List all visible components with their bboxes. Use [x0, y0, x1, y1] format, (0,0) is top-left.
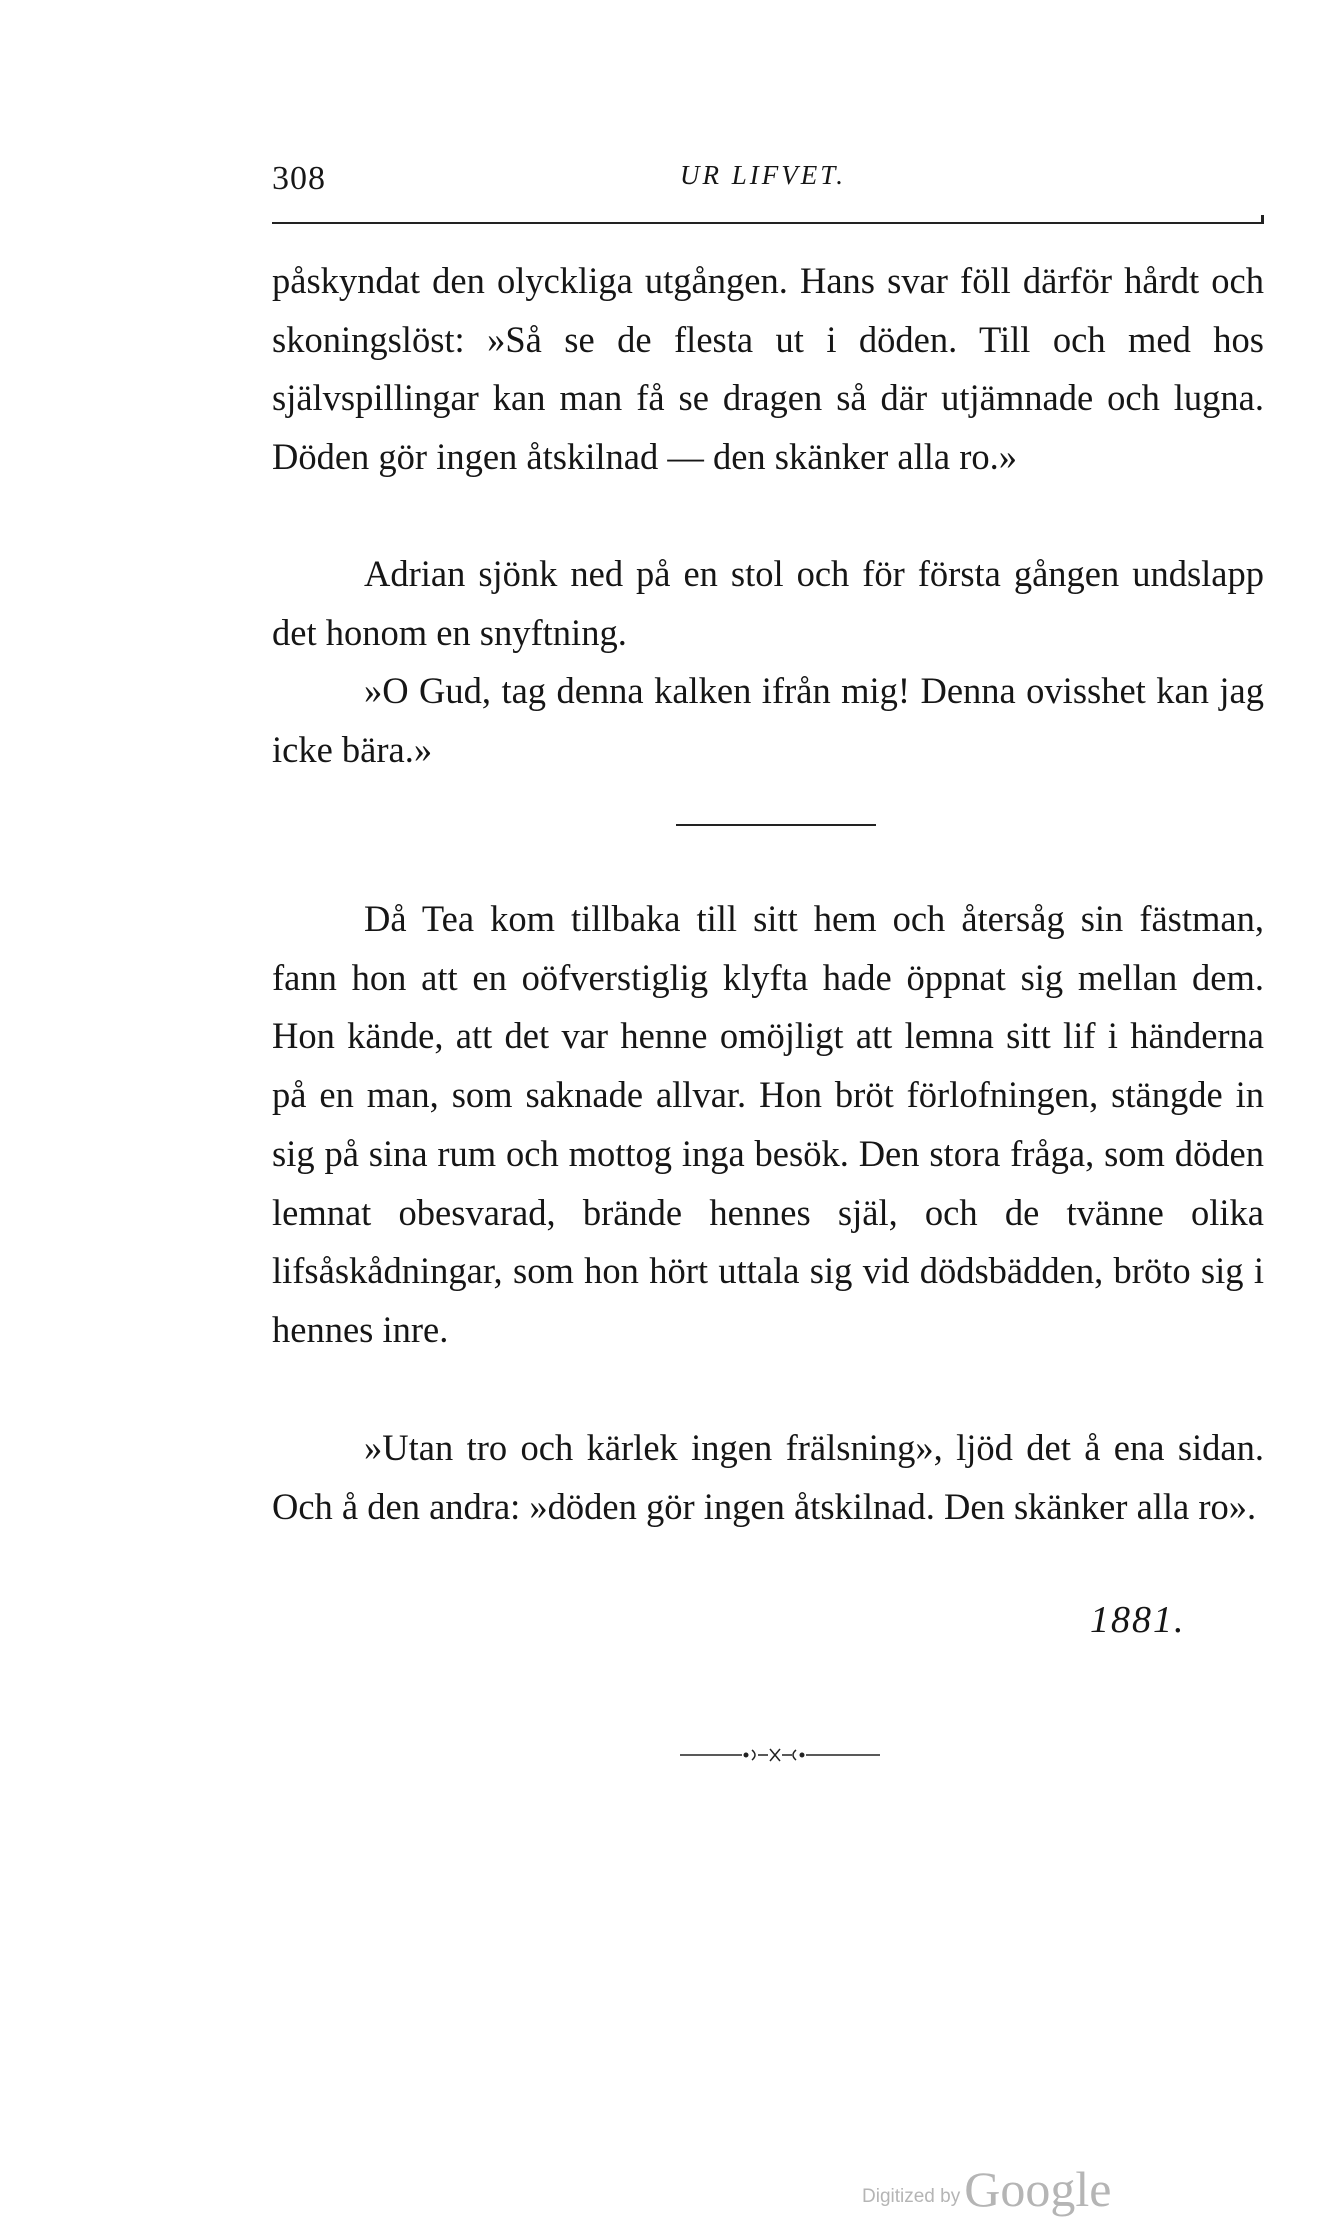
paragraph-4: Då Tea kom tillbaka till sitt hem och återsåg sin fästman, fann hon att en oöfverstiglig klyfta hade öppnat sig mellan dem. Hon kände, att det var henne omöjligt att lemna sitt lif i händerna på en man, som saknade allvar. Hon bröt förlofningen, stängde in sig på sina rum och mottog inga besök. Den stora fråga, som döden lemnat obesvarad, brände hennes själ, och de tvänne olika lifsåskådningar, som hon hört uttala sig vid dödsbädden, bröto sig i hennes inre. — [272, 898, 1264, 1350]
digitized-watermark — [862, 2160, 1111, 2218]
paragraph-2: Adrian sjönk ned på en stol och för första gången undslapp det honom en snyftning. — [272, 553, 1264, 653]
google-logo-text: Google — [964, 2161, 1112, 2217]
running-title: UR LIFVET. — [680, 160, 846, 190]
section-divider — [676, 824, 876, 826]
paragraph-3: »O Gud, tag denna kalken ifrån mig! Denna ovisshet kan jag icke bära.» — [272, 670, 1264, 770]
header-rule — [272, 222, 1262, 224]
date-line: 1881. — [1090, 1599, 1186, 1641]
paragraph-1: påskyndat den olyckliga utgången. Hans svar föll därför hårdt och skoningslöst: »Så se de flesta ut i döden. Till och med hos självspillingar kan man få se dragen så där utjämnade och lugna. Döden gör ingen åtskilnad — den skänker alla ro.» — [272, 260, 1264, 478]
watermark-prefix: Digitized by — [862, 2186, 961, 2207]
ornament-divider — [680, 1744, 880, 1766]
paragraph-5: »Utan tro och kärlek ingen frälsning», ljöd det å ena sidan. Och å den andra: »döden gör ingen åtskilnad. Den skänker alla ro». — [272, 1427, 1264, 1527]
page-number: 308 — [272, 160, 326, 197]
